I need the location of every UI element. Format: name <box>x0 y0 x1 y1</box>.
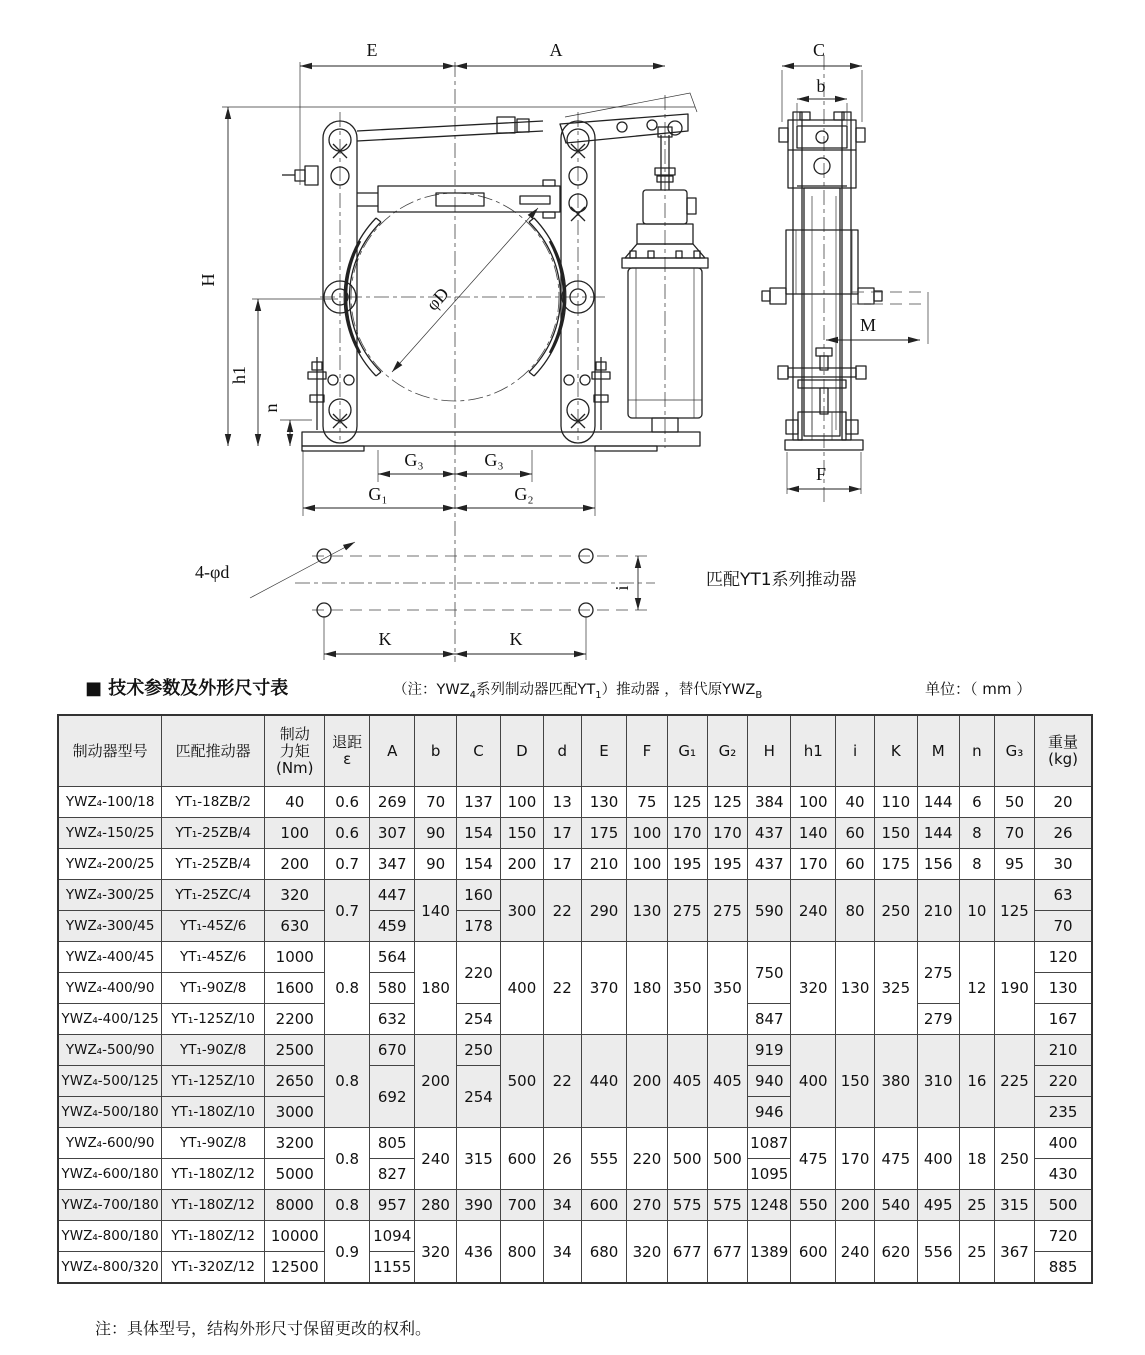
spec-cell: 1000 <box>265 942 325 973</box>
spec-cell: 8 <box>959 818 994 849</box>
spec-cell: 475 <box>791 1128 835 1190</box>
spec-cell: 200 <box>501 849 543 880</box>
spec-cell: 140 <box>415 880 456 942</box>
table-row <box>58 880 1092 911</box>
spec-cell: 160 <box>456 880 500 911</box>
spec-cell: YWZ₄-800/180 <box>58 1221 162 1252</box>
spec-cell: 170 <box>707 818 747 849</box>
spec-cell: 144 <box>917 818 959 849</box>
spec-cell: 475 <box>875 1128 917 1190</box>
spec-cell: 307 <box>369 818 415 849</box>
spec-cell: 220 <box>627 1128 667 1190</box>
spec-cell: 670 <box>369 1035 415 1066</box>
spec-cell: 827 <box>369 1159 415 1190</box>
spec-col-header: K <box>875 715 917 787</box>
spec-cell: 440 <box>581 1035 627 1128</box>
spec-cell: 150 <box>835 1035 874 1128</box>
spec-cell: 957 <box>369 1190 415 1221</box>
spec-cell: 130 <box>627 880 667 942</box>
spec-cell: 26 <box>543 1128 581 1190</box>
spec-cell: 495 <box>917 1190 959 1221</box>
spec-cell: 700 <box>501 1190 543 1221</box>
spec-table-body <box>58 787 1092 1284</box>
spec-cell: 400 <box>1035 1128 1092 1159</box>
spec-cell: 200 <box>265 849 325 880</box>
spec-table-wrap <box>57 714 1093 1284</box>
spec-cell: 50 <box>994 787 1034 818</box>
spec-cell: YT₁-180Z/12 <box>162 1221 265 1252</box>
front-view <box>282 62 708 662</box>
spec-cell: 805 <box>369 1128 415 1159</box>
spec-cell: 275 <box>707 880 747 942</box>
spec-cell: 692 <box>369 1066 415 1128</box>
spec-cell: 125 <box>994 880 1034 942</box>
spec-cell: 2200 <box>265 1004 325 1035</box>
spec-cell: 40 <box>265 787 325 818</box>
spec-cell: 384 <box>748 787 791 818</box>
spec-cell: 137 <box>456 787 500 818</box>
section-title: ■ 技术参数及外形尺寸表 <box>85 678 289 699</box>
spec-cell: 269 <box>369 787 415 818</box>
spec-cell: 320 <box>627 1221 667 1284</box>
spec-cell: YWZ₄-400/125 <box>58 1004 162 1035</box>
spec-cell: 16 <box>959 1035 994 1128</box>
spec-cell: 175 <box>875 849 917 880</box>
spec-col-header: A <box>369 715 415 787</box>
spec-cell: 0.6 <box>325 818 369 849</box>
unit-label: 单位：（ mm ） <box>925 680 1032 698</box>
table-row <box>58 942 1092 973</box>
spec-cell: 125 <box>667 787 707 818</box>
spec-cell: 300 <box>501 880 543 942</box>
spec-cell: 390 <box>456 1190 500 1221</box>
spec-cell: 140 <box>791 818 835 849</box>
dim-label-G3-right: G₃ <box>484 450 504 470</box>
spec-table-header-row <box>58 715 1092 787</box>
spec-cell: 110 <box>875 787 917 818</box>
side-view <box>762 55 882 505</box>
spec-cell: 847 <box>748 1004 791 1035</box>
spec-cell: 400 <box>791 1035 835 1128</box>
spec-cell: 240 <box>835 1221 874 1284</box>
spec-cell: 100 <box>791 787 835 818</box>
spec-cell: 0.8 <box>325 942 369 1035</box>
spec-col-header: D <box>501 715 543 787</box>
dim-label-H: H <box>198 273 218 287</box>
spec-cell: 170 <box>667 818 707 849</box>
spec-cell: YT₁-25ZB/4 <box>162 818 265 849</box>
spec-cell: YWZ₄-500/125 <box>58 1066 162 1097</box>
spec-col-header: i <box>835 715 874 787</box>
spec-cell: 17 <box>543 818 581 849</box>
spec-cell: 225 <box>994 1035 1034 1128</box>
spec-cell: 0.8 <box>325 1128 369 1190</box>
spec-cell: 2650 <box>265 1066 325 1097</box>
spec-cell: 40 <box>835 787 874 818</box>
spec-col-header: b <box>415 715 456 787</box>
spec-cell: YWZ₄-600/180 <box>58 1159 162 1190</box>
spec-cell: YWZ₄-150/25 <box>58 818 162 849</box>
spec-col-header: G₃ <box>994 715 1034 787</box>
dim-label-M: M <box>859 315 877 335</box>
spec-cell: 22 <box>543 1035 581 1128</box>
spec-cell: 90 <box>415 849 456 880</box>
spec-cell: YT₁-125Z/10 <box>162 1066 265 1097</box>
spec-cell: 180 <box>627 942 667 1035</box>
spec-cell: YWZ₄-400/45 <box>58 942 162 973</box>
spec-cell: YT₁-180Z/12 <box>162 1159 265 1190</box>
spec-cell: 180 <box>415 942 456 1035</box>
spec-cell: 175 <box>581 818 627 849</box>
spec-cell: 250 <box>456 1035 500 1066</box>
spec-cell: 325 <box>875 942 917 1035</box>
section-note: （注：$YWZ_4$系列制动器匹配$YT_1$）推动器 ，替代原$YWZ_B$ <box>393 682 763 701</box>
footprint-view <box>195 542 655 660</box>
spec-col-header: 匹配推动器 <box>162 715 265 787</box>
spec-cell: 946 <box>748 1097 791 1128</box>
spec-cell: 240 <box>415 1128 456 1190</box>
dim-label-K-right: K <box>509 629 523 649</box>
spec-cell: 270 <box>627 1190 667 1221</box>
spec-cell: 885 <box>1035 1252 1092 1284</box>
spec-cell: 20 <box>1035 787 1092 818</box>
spec-cell: 17 <box>543 849 581 880</box>
dim-label-E: E <box>366 40 378 60</box>
spec-cell: 500 <box>1035 1190 1092 1221</box>
spec-cell: 350 <box>667 942 707 1035</box>
spec-col-header: E <box>581 715 627 787</box>
dim-label-i: i <box>612 585 632 591</box>
spec-cell: 564 <box>369 942 415 973</box>
dim-label-C: C <box>812 40 826 60</box>
spec-cell: 320 <box>265 880 325 911</box>
spec-cell: 400 <box>917 1128 959 1190</box>
spec-cell: 3200 <box>265 1128 325 1159</box>
spec-cell: 500 <box>707 1128 747 1190</box>
spec-cell: 170 <box>791 849 835 880</box>
spec-col-header: 退距 ε <box>325 715 369 787</box>
spec-cell: 1095 <box>748 1159 791 1190</box>
spec-cell: 70 <box>415 787 456 818</box>
spec-cell: 250 <box>994 1128 1034 1190</box>
spec-cell: 60 <box>835 818 874 849</box>
spec-cell: 25 <box>959 1221 994 1284</box>
spec-cell: 26 <box>1035 818 1092 849</box>
spec-cell: 250 <box>875 880 917 942</box>
spec-cell: 556 <box>917 1221 959 1284</box>
spec-cell: 555 <box>581 1128 627 1190</box>
spec-cell: 320 <box>791 942 835 1035</box>
spec-cell: 154 <box>456 849 500 880</box>
dim-label-G1: G₁ <box>368 484 388 504</box>
spec-cell: 437 <box>748 849 791 880</box>
spec-cell: 459 <box>369 911 415 942</box>
spec-cell: 1087 <box>748 1128 791 1159</box>
spec-cell: 22 <box>543 880 581 942</box>
spec-cell: 0.7 <box>325 849 369 880</box>
spec-col-header: G₁ <box>667 715 707 787</box>
spec-cell: YT₁-180Z/10 <box>162 1097 265 1128</box>
spec-cell: 1389 <box>748 1221 791 1284</box>
spec-col-header: n <box>959 715 994 787</box>
spec-col-header: 重量 (kg) <box>1035 715 1092 787</box>
spec-cell: 254 <box>456 1066 500 1128</box>
drawing-caption: 匹配YT1系列推动器 <box>706 570 857 590</box>
dim-label-4-phi-d: 4-φd <box>195 562 230 582</box>
spec-cell: 6 <box>959 787 994 818</box>
spec-cell: 279 <box>917 1004 959 1035</box>
spec-cell: 575 <box>707 1190 747 1221</box>
spec-cell: 1248 <box>748 1190 791 1221</box>
table-row <box>58 849 1092 880</box>
spec-cell: 540 <box>875 1190 917 1221</box>
front-view-dimensions <box>198 40 695 516</box>
spec-cell: YT₁-45Z/6 <box>162 911 265 942</box>
spec-cell: 632 <box>369 1004 415 1035</box>
spec-cell: 400 <box>501 942 543 1035</box>
spec-cell: 80 <box>835 880 874 942</box>
spec-cell: 919 <box>748 1035 791 1066</box>
dim-label-G2: G₂ <box>514 484 534 504</box>
spec-cell: 70 <box>1035 911 1092 942</box>
spec-cell: 500 <box>501 1035 543 1128</box>
spec-cell: 254 <box>456 1004 500 1035</box>
spec-cell: 130 <box>835 942 874 1035</box>
spec-cell: 130 <box>581 787 627 818</box>
spec-cell: 275 <box>667 880 707 942</box>
spec-cell: 34 <box>543 1221 581 1284</box>
spec-cell: 310 <box>917 1035 959 1128</box>
spec-cell: 100 <box>627 818 667 849</box>
spec-cell: 600 <box>581 1190 627 1221</box>
spec-cell: 240 <box>791 880 835 942</box>
spec-cell: 0.8 <box>325 1190 369 1221</box>
spec-cell: YT₁-18ZB/2 <box>162 787 265 818</box>
spec-cell: 156 <box>917 849 959 880</box>
spec-cell: YWZ₄-400/90 <box>58 973 162 1004</box>
spec-cell: 25 <box>959 1190 994 1221</box>
spec-cell: 600 <box>791 1221 835 1284</box>
spec-cell: YT₁-90Z/8 <box>162 1035 265 1066</box>
spec-cell: 210 <box>1035 1035 1092 1066</box>
spec-cell: 677 <box>667 1221 707 1284</box>
spec-cell: 315 <box>994 1190 1034 1221</box>
spec-cell: 178 <box>456 911 500 942</box>
spec-cell: 600 <box>501 1128 543 1190</box>
spec-col-header: d <box>543 715 581 787</box>
spec-cell: YT₁-125Z/10 <box>162 1004 265 1035</box>
spec-cell: YT₁-45Z/6 <box>162 942 265 973</box>
spec-cell: 150 <box>501 818 543 849</box>
spec-cell: 195 <box>667 849 707 880</box>
spec-cell: 22 <box>543 942 581 1035</box>
dim-label-phiD: φD <box>422 283 453 315</box>
section-marker: ■ <box>85 678 103 699</box>
spec-cell: 275 <box>917 942 959 1004</box>
spec-col-header: 制动 力矩 (Nm) <box>265 715 325 787</box>
spec-cell: 75 <box>627 787 667 818</box>
dim-label-K-left: K <box>378 629 392 649</box>
spec-cell: 200 <box>415 1035 456 1128</box>
spec-cell: 315 <box>456 1128 500 1190</box>
spec-cell: YWZ₄-300/45 <box>58 911 162 942</box>
spec-cell: 347 <box>369 849 415 880</box>
spec-table <box>57 714 1093 1284</box>
spec-cell: 320 <box>415 1221 456 1284</box>
spec-cell: 18 <box>959 1128 994 1190</box>
spec-cell: 100 <box>627 849 667 880</box>
table-row <box>58 1035 1092 1066</box>
spec-cell: 95 <box>994 849 1034 880</box>
spec-cell: 580 <box>369 973 415 1004</box>
technical-drawing <box>0 0 1145 672</box>
spec-cell: 235 <box>1035 1097 1092 1128</box>
spec-cell: 34 <box>543 1190 581 1221</box>
spec-cell: 620 <box>875 1221 917 1284</box>
spec-cell: YWZ₄-500/90 <box>58 1035 162 1066</box>
spec-cell: 220 <box>456 942 500 1004</box>
spec-cell: 125 <box>707 787 747 818</box>
spec-cell: YT₁-25ZC/4 <box>162 880 265 911</box>
footnote: 注：具体型号，结构外形尺寸保留更改的权利。 <box>95 1319 432 1338</box>
dim-label-F: F <box>815 464 827 484</box>
spec-cell: YWZ₄-700/180 <box>58 1190 162 1221</box>
spec-cell: 210 <box>917 880 959 942</box>
spec-cell: 590 <box>748 880 791 942</box>
spec-cell: 10 <box>959 880 994 942</box>
dim-label-n: n <box>261 403 281 413</box>
spec-col-header: G₂ <box>707 715 747 787</box>
spec-col-header: 制动器型号 <box>58 715 162 787</box>
table-row <box>58 818 1092 849</box>
spec-cell: 1094 <box>369 1221 415 1252</box>
spec-cell: 720 <box>1035 1221 1092 1252</box>
dim-label-G3-left: G₃ <box>404 450 424 470</box>
spec-cell: YT₁-180Z/12 <box>162 1190 265 1221</box>
spec-cell: 130 <box>1035 973 1092 1004</box>
spec-cell: 30 <box>1035 849 1092 880</box>
spec-cell: 210 <box>581 849 627 880</box>
spec-cell: 100 <box>501 787 543 818</box>
table-row <box>58 1128 1092 1159</box>
spec-cell: 10000 <box>265 1221 325 1252</box>
spec-cell: YWZ₄-800/320 <box>58 1252 162 1284</box>
spec-cell: 1155 <box>369 1252 415 1284</box>
spec-cell: YWZ₄-300/25 <box>58 880 162 911</box>
spec-cell: 436 <box>456 1221 500 1284</box>
spec-cell: 750 <box>748 942 791 1004</box>
spec-cell: 1600 <box>265 973 325 1004</box>
table-row <box>58 1221 1092 1252</box>
spec-cell: 0.6 <box>325 787 369 818</box>
spec-cell: 437 <box>748 818 791 849</box>
spec-cell: 100 <box>265 818 325 849</box>
spec-cell: 3000 <box>265 1097 325 1128</box>
spec-cell: YWZ₄-600/90 <box>58 1128 162 1159</box>
spec-cell: 430 <box>1035 1159 1092 1190</box>
spec-cell: 405 <box>707 1035 747 1128</box>
spec-cell: 220 <box>1035 1066 1092 1097</box>
spec-cell: 200 <box>835 1190 874 1221</box>
spec-cell: 150 <box>875 818 917 849</box>
spec-cell: 680 <box>581 1221 627 1284</box>
spec-cell: 380 <box>875 1035 917 1128</box>
table-row <box>58 787 1092 818</box>
spec-cell: 350 <box>707 942 747 1035</box>
spec-cell: YWZ₄-500/180 <box>58 1097 162 1128</box>
dim-label-A: A <box>549 40 563 60</box>
spec-cell: 800 <box>501 1221 543 1284</box>
spec-cell: 90 <box>415 818 456 849</box>
spec-cell: 154 <box>456 818 500 849</box>
spec-cell: 167 <box>1035 1004 1092 1035</box>
table-row <box>58 1190 1092 1221</box>
spec-cell: 940 <box>748 1066 791 1097</box>
spec-cell: YWZ₄-100/18 <box>58 787 162 818</box>
spec-cell: YT₁-25ZB/4 <box>162 849 265 880</box>
section-title-bar <box>0 672 1145 702</box>
spec-col-header: C <box>456 715 500 787</box>
spec-cell: 0.9 <box>325 1221 369 1284</box>
spec-cell: 195 <box>707 849 747 880</box>
spec-cell: 170 <box>835 1128 874 1190</box>
spec-col-header: H <box>748 715 791 787</box>
spec-cell: 8 <box>959 849 994 880</box>
spec-cell: 405 <box>667 1035 707 1128</box>
spec-cell: YT₁-90Z/8 <box>162 973 265 1004</box>
spec-cell: 70 <box>994 818 1034 849</box>
spec-cell: 5000 <box>265 1159 325 1190</box>
spec-cell: 12500 <box>265 1252 325 1284</box>
spec-cell: 0.7 <box>325 880 369 942</box>
spec-cell: 2500 <box>265 1035 325 1066</box>
spec-cell: 60 <box>835 849 874 880</box>
spec-cell: 144 <box>917 787 959 818</box>
spec-col-header: h1 <box>791 715 835 787</box>
spec-cell: YWZ₄-200/25 <box>58 849 162 880</box>
spec-cell: 13 <box>543 787 581 818</box>
spec-cell: 447 <box>369 880 415 911</box>
spec-cell: 120 <box>1035 942 1092 973</box>
spec-cell: 290 <box>581 880 627 942</box>
spec-cell: 367 <box>994 1221 1034 1284</box>
spec-cell: 500 <box>667 1128 707 1190</box>
spec-cell: 280 <box>415 1190 456 1221</box>
spec-cell: 200 <box>627 1035 667 1128</box>
spec-cell: 575 <box>667 1190 707 1221</box>
dim-label-b: b <box>816 76 826 96</box>
spec-cell: YT₁-320Z/12 <box>162 1252 265 1284</box>
spec-cell: 12 <box>959 942 994 1035</box>
spec-col-header: M <box>917 715 959 787</box>
spec-cell: 550 <box>791 1190 835 1221</box>
dim-label-h1: h1 <box>229 366 249 384</box>
spec-col-header: F <box>627 715 667 787</box>
spec-cell: 63 <box>1035 880 1092 911</box>
spec-cell: 630 <box>265 911 325 942</box>
spec-cell: YT₁-90Z/8 <box>162 1128 265 1159</box>
spec-cell: 190 <box>994 942 1034 1035</box>
spec-cell: 0.8 <box>325 1035 369 1128</box>
spec-cell: 677 <box>707 1221 747 1284</box>
spec-cell: 8000 <box>265 1190 325 1221</box>
spec-cell: 370 <box>581 942 627 1035</box>
